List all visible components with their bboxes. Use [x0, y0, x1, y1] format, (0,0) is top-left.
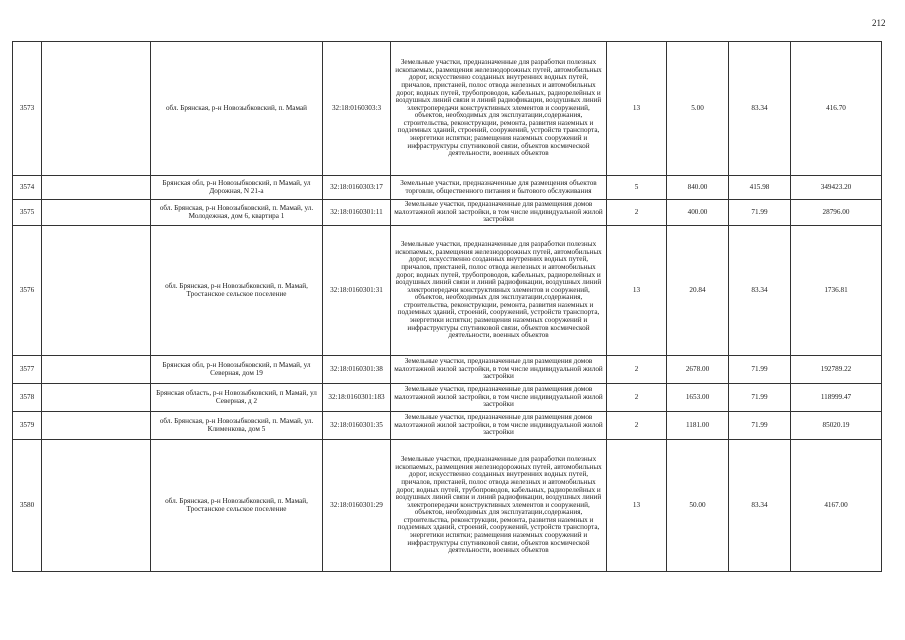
blank-cell [42, 42, 151, 176]
group-code-cell: 2 [607, 200, 667, 226]
area-cell: 400.00 [667, 200, 729, 226]
table-row [13, 356, 882, 384]
specific-value-cell: 71.99 [729, 384, 791, 412]
land-purpose-cell: Земельные участки, предназначенные для размещения домов малоэтажной жилой застройки, в том числе индивидуальной жилой застройки [391, 412, 607, 440]
table-row [13, 200, 882, 226]
specific-value-cell: 415.98 [729, 176, 791, 200]
group-code-cell: 13 [607, 42, 667, 176]
address-cell: Брянская обл, р-н Новозыбковский, п Мамай, ул Северная, дом 19 [151, 356, 323, 384]
row-number: 3575 [13, 200, 42, 226]
land-purpose-cell: Земельные участки, предназначенные для размещения домов малоэтажной жилой застройки, в том числе индивидуальной жилой застройки [391, 200, 607, 226]
specific-value-cell: 71.99 [729, 200, 791, 226]
land-purpose-cell: Земельные участки, предназначенные для размещения домов малоэтажной жилой застройки, в том числе индивидуальной жилой застройки [391, 384, 607, 412]
cadastral-value-cell: 28796.00 [791, 200, 882, 226]
cadastral-value-cell: 4167.00 [791, 440, 882, 572]
address-cell: обл. Брянская, р-н Новозыбковский, п. Мамай, Тростанское сельское поселение [151, 226, 323, 356]
row-number: 3574 [13, 176, 42, 200]
specific-value-cell: 71.99 [729, 412, 791, 440]
blank-cell [42, 200, 151, 226]
cadastral-number-cell: 32:18:0160301:11 [323, 200, 391, 226]
cadastral-number-cell: 32:18:0160301:183 [323, 384, 391, 412]
table-row [13, 384, 882, 412]
cadastral-value-cell: 416.70 [791, 42, 882, 176]
cadastral-value-cell: 192789.22 [791, 356, 882, 384]
table-row [13, 176, 882, 200]
cadastral-value-cell: 85020.19 [791, 412, 882, 440]
address-cell: обл. Брянская, р-н Новозыбковский, п. Мамай [151, 42, 323, 176]
group-code-cell: 5 [607, 176, 667, 200]
cadastral-number-cell: 32:18:0160301:35 [323, 412, 391, 440]
group-code-cell: 2 [607, 356, 667, 384]
table-row [13, 42, 882, 176]
address-cell: Брянская обл, р-н Новозыбковский, п Мамай, ул Дорожная, N 21-а [151, 176, 323, 200]
land-registry-table [12, 41, 882, 572]
address-cell: обл. Брянская, р-н Новозыбковский, п. Мамай, ул. Молодежная, дом 6, квартира 1 [151, 200, 323, 226]
blank-cell [42, 440, 151, 572]
area-cell: 1181.00 [667, 412, 729, 440]
address-cell: обл. Брянская, р-н Новозыбковский, п. Мамай, ул. Клименкова, дом 5 [151, 412, 323, 440]
page-number: 212 [872, 18, 886, 28]
cadastral-number-cell: 32:18:0160303:17 [323, 176, 391, 200]
land-purpose-cell: Земельные участки, предназначенные для размещения домов малоэтажной жилой застройки, в том числе индивидуальной жилой застройки [391, 356, 607, 384]
row-number: 3577 [13, 356, 42, 384]
specific-value-cell: 83.34 [729, 226, 791, 356]
blank-cell [42, 176, 151, 200]
cadastral-number-cell: 32:18:0160301:38 [323, 356, 391, 384]
cadastral-number-cell: 32:18:0160301:31 [323, 226, 391, 356]
area-cell: 1653.00 [667, 384, 729, 412]
cadastral-number-cell: 32:18:0160303:3 [323, 42, 391, 176]
area-cell: 5.00 [667, 42, 729, 176]
cadastral-value-cell: 118999.47 [791, 384, 882, 412]
land-purpose-cell: Земельные участки, предназначенные для разработки полезных ископаемых, размещения железнодорожных путей, автомобильных дорог, искусственно созданных внутренних водных путей, причалов, пристаней, полос отвода железных и автомобильных дорог, водных путей, трубопроводов, кабельных, радиорелейных и воздушных линий связи и линий радиофикации, воздушных линий электропередачи конструктивных элементов и сооружений, объектов, необходимых для эксплуатации,содержания, строительства, реконструкции, ремонта, развития наземных и подземных зданий, строений, сооружений, устройств транспорта, энергетики испятки; размещения наземных сооружений и инфраструктуры спутниковой связи, объектов космической деятельности, военных объектов [391, 42, 607, 176]
land-purpose-cell: Земельные участки, предназначенные для разработки полезных ископаемых, размещения железнодорожных путей, автомобильных дорог, искусственно созданных внутренних водных путей, причалов, пристаней, полос отвода железных и автомобильных дорог, водных путей, трубопроводов, кабельных, радиорелейных и воздушных линий связи и линий радиофикации, воздушных линий электропередачи конструктивных элементов и сооружений, объектов, необходимых для эксплуатации,содержания, строительства, реконструкции, ремонта, развития наземных и подземных зданий, строений, сооружений, устройств транспорта, энергетики испятки; размещения наземных сооружений и инфраструктуры спутниковой связи, объектов космической деятельности, военных объектов [391, 226, 607, 356]
cadastral-value-cell: 1736.81 [791, 226, 882, 356]
group-code-cell: 13 [607, 440, 667, 572]
table-row [13, 412, 882, 440]
row-number: 3578 [13, 384, 42, 412]
group-code-cell: 13 [607, 226, 667, 356]
row-number: 3573 [13, 42, 42, 176]
blank-cell [42, 356, 151, 384]
cadastral-value-cell: 349423.20 [791, 176, 882, 200]
area-cell: 840.00 [667, 176, 729, 200]
group-code-cell: 2 [607, 384, 667, 412]
address-cell: обл. Брянская, р-н Новозыбковский, п. Мамай, Тростанское сельское поселение [151, 440, 323, 572]
area-cell: 2678.00 [667, 356, 729, 384]
area-cell: 20.84 [667, 226, 729, 356]
blank-cell [42, 226, 151, 356]
blank-cell [42, 412, 151, 440]
cadastral-number-cell: 32:18:0160301:29 [323, 440, 391, 572]
area-cell: 50.00 [667, 440, 729, 572]
address-cell: Брянская область, р-н Новозыбковский, п Мамай, ул Северная, д 2 [151, 384, 323, 412]
specific-value-cell: 71.99 [729, 356, 791, 384]
row-number: 3580 [13, 440, 42, 572]
land-purpose-cell: Земельные участки, предназначенные для размещения объектов торговли, общественного питания и бытового обслуживания [391, 176, 607, 200]
specific-value-cell: 83.34 [729, 42, 791, 176]
group-code-cell: 2 [607, 412, 667, 440]
specific-value-cell: 83.34 [729, 440, 791, 572]
table-row [13, 226, 882, 356]
row-number: 3576 [13, 226, 42, 356]
blank-cell [42, 384, 151, 412]
land-purpose-cell: Земельные участки, предназначенные для разработки полезных ископаемых, размещения железнодорожных путей, автомобильных дорог, искусственно созданных внутренних водных путей, причалов, пристаней, полос отвода железных и автомобильных дорог, водных путей, трубопроводов, кабельных, радиорелейных и воздушных линий связи и линий радиофикации, воздушных линий электропередачи конструктивных элементов и сооружений, объектов, необходимых для эксплуатации,содержания, строительства, реконструкции, ремонта, развития наземных и подземных зданий, строений, сооружений, устройств транспорта, энергетики испятки; размещения наземных сооружений и инфраструктуры спутниковой связи, объектов космической деятельности, военных объектов [391, 440, 607, 572]
row-number: 3579 [13, 412, 42, 440]
table-row [13, 440, 882, 572]
